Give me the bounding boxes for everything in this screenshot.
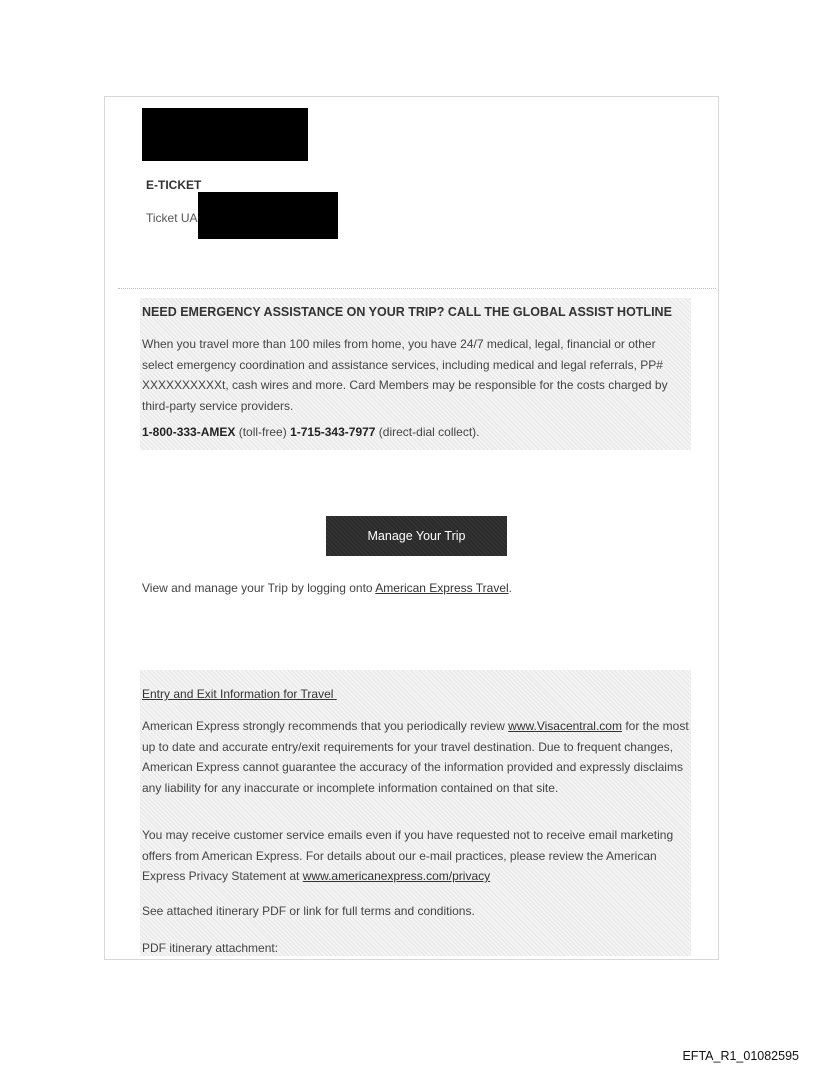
redacted-logo-block <box>142 108 308 161</box>
manage-text-before: View and manage your Trip by logging onto <box>142 581 376 595</box>
manage-trip-button[interactable]: Manage Your Trip <box>326 516 507 556</box>
tollfree-phone[interactable]: 1-800-333-AMEX <box>142 425 236 439</box>
service-body-before: You may receive customer service emails even if you have requested not to receive email marketing offers from American Express. For details about our e-mail practices, please review the American Express Privacy Statement at <box>142 828 674 883</box>
privacy-link[interactable]: www.americanexpress.com/privacy <box>302 869 491 883</box>
pdf-attachment-label: PDF itinerary attachment: <box>142 941 279 955</box>
tollfree-label: (toll-free) <box>235 425 291 439</box>
entry-body-after: for the most up to date and accurate entry/exit requirements for your travel destination. Due to frequent changes, American Express cannot guarantee the accuracy of the information provided and expressly disclaims any liability for any inaccurate or incomplete information contained on that site. <box>142 719 689 795</box>
emergency-heading: NEED EMERGENCY ASSISTANCE ON YOUR TRIP? CALL THE GLOBAL ASSIST HOTLINE <box>142 305 672 319</box>
entry-body-before: American Express strongly recommends that you periodically review <box>142 719 509 733</box>
entry-exit-link-line <box>142 684 337 705</box>
ticket-number-prefix: Ticket UA <box>146 211 198 225</box>
attached-terms-text: See attached itinerary PDF or link for full terms and conditions. <box>142 904 475 918</box>
amex-travel-link[interactable]: American Express Travel <box>375 581 509 595</box>
emergency-body: When you travel more than 100 miles from home, you have 24/7 medical, legal, financial or other select emergency coordination and assistance services, including medical and legal referrals, PP# XXXXXXXXXXt, cash wires and more. Card Members may be responsible for the costs charged by third-party service providers. <box>142 337 668 413</box>
redacted-ticket-number <box>198 192 338 239</box>
document-id: EFTA_R1_01082595 <box>682 1049 799 1063</box>
emergency-phones <box>142 422 688 443</box>
manage-text-after: . <box>508 581 513 595</box>
collect-phone[interactable]: 1-715-343-7977 <box>290 425 376 439</box>
entry-exit-body <box>142 716 690 798</box>
manage-trip-text <box>142 578 688 599</box>
visacentral-link[interactable]: www.Visacentral.com <box>508 719 622 733</box>
section-divider <box>118 288 716 289</box>
entry-exit-info-link[interactable]: Entry and Exit Information for Travel <box>142 687 337 701</box>
customer-service-notice <box>142 825 690 887</box>
eticket-heading: E-TICKET <box>146 178 202 192</box>
collect-label: (direct-dial collect). <box>375 425 480 439</box>
